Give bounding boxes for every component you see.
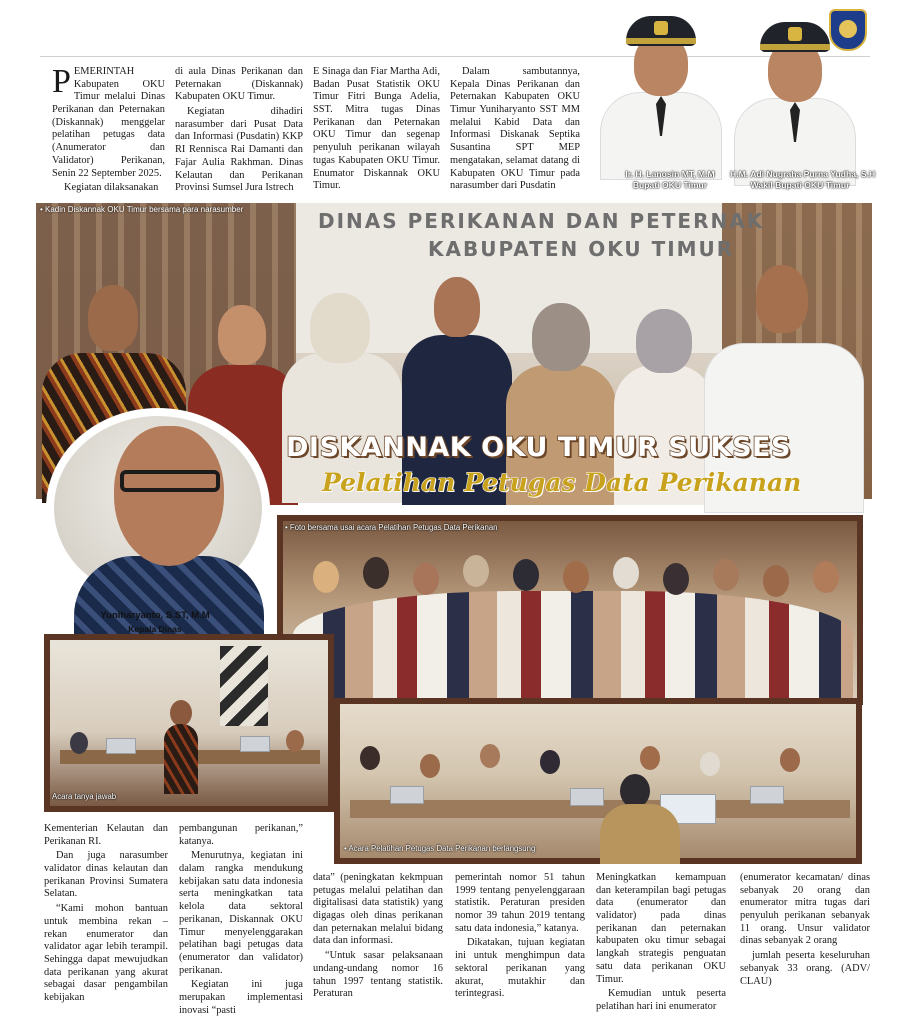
intro-column-2 — [175, 66, 303, 197]
body-paragraph: Menurutnya, kegiatan ini dalam rangka mendukung kebijakan satu data indonesia serta meningkatkan tata kelola data sektoral perikanan, Diskannak OKU Timur menyelenggarakan pelatihan bagi petugas data (enumerator dan validator) perikanan. — [179, 850, 303, 976]
intro-column-4 — [450, 66, 580, 195]
body-paragraph: pembangunan perikanan,” katanya. — [179, 823, 303, 847]
body-paragraph: (enumerator kecamatan/ dinas sebanyak 20 orang dan enumerator mitra tugas dari penyuluh perikanan sebanyak 11 orang. Unsur validator dinas sebanyak 2 orang — [740, 872, 870, 947]
body-column-2 — [179, 823, 303, 1019]
body-paragraph: “Kami mohon bantuan untuk membina rekan – rekan enumerator dan validator agar lebih terampil. Sehingga dapat mewujudkan data perikanan yang akurat sebagai dasar pengambilan kebijakan — [44, 903, 168, 1003]
group-photo-caption: • Foto bersama usai acara Pelatihan Petugas Data Perikanan — [285, 523, 498, 532]
official-caption-bupati — [616, 169, 724, 190]
intro-paragraph: di aula Dinas Perikanan dan Peternakan (Diskannak) Kabupaten OKU Timur. — [175, 66, 303, 103]
official-caption-wakil — [730, 169, 876, 190]
training-event-photo — [334, 698, 862, 864]
event-caption: • Acara Pelatihan Petugas Data Perikanan berlangsung — [344, 844, 536, 853]
intro-column-3 — [313, 66, 440, 195]
body-paragraph: “Untuk sasar pelaksanaan undang-undang nomor 16 tahun 1997 tentang statistik. Peraturan — [313, 950, 443, 1000]
body-paragraph: pemerintah nomor 51 tahun 1999 tentang penyelenggaraan statistik. Peraturan presiden nomor 39 tahun 2019 tentang satu data indonesia,” katanya. — [455, 872, 585, 934]
kepala-title: Kepala Dinas — [128, 624, 182, 634]
intro-paragraph: E Sinaga dan Fiar Martha Adi, Badan Pusat Statistik OKU Timur Fitri Bunga Adelia, SST. Mitra tugas Dinas Perikanan dan Peternakan OKU Timur dan segenap penyuluh perikanan wilayah tugas Kabupaten OKU Timur. Enumator Diskannak OKU Timur. — [313, 66, 440, 192]
body-column-3 — [313, 872, 443, 1003]
drop-cap: P — [52, 63, 71, 100]
intro-paragraph: Dalam sambutannya, Kepala Dinas Perikanan dan Peternakan Kabupaten OKU Timur Yuniharyanto SST MM melalui Kabid Data dan Informasi Diskanak Septika Susantina SPT MEP mengatakan, selamat datang di Kabupaten OKU Timur pada narasumber dari Pusdatin — [450, 66, 580, 192]
body-column-5 — [596, 872, 726, 1016]
body-paragraph: data” (peningkatan kekmpuan petugas melalui pelatihan dan digitalisasi data statistik) yang digagas oleh dinas perikanan dan peternakan melalui bidang data dan informasi. — [313, 872, 443, 947]
qa-session-photo — [44, 634, 334, 812]
body-paragraph: Dikatakan, tujuan kegiatan ini untuk menghimpun data sektoral perikanan yang akurat, mutakhir dan terintegrasi. — [455, 937, 585, 1000]
kepala-dinas-portrait — [46, 408, 270, 608]
body-paragraph: Kementerian Kelautan dan Perikanan RI. — [44, 823, 168, 847]
group-photo — [277, 515, 863, 705]
official-title: Wakil Bupati OKU Timur — [750, 179, 850, 190]
body-paragraph: jumlah peserta keseluruhan sebanyak 33 orang. (ADV/ CLAU) — [740, 950, 870, 987]
body-paragraph: Kemudian untuk peserta pelatihan hari ini enumerator — [596, 988, 726, 1012]
official-name: H.M. Adi Nugraha Purna Yudha, S.H — [730, 169, 876, 179]
kepala-name: Yuniharyanto, S.ST, M.M — [100, 610, 210, 621]
oku-timur-emblem-icon — [829, 9, 867, 51]
intro-paragraph: Kegiatan dihadiri narasumber dari Pusat Data dan Informasi (Pusdatin) KKP RI Rennisca Rai Damanti dan Fajar Aulia Rakhman. Dinas Kelautan dan Perikanan Provinsi Sumsel Jura Istrech — [175, 106, 303, 194]
official-portrait-bupati — [596, 8, 726, 148]
body-paragraph: Meningkatkan kemampuan dan keterampilan bagi petugas data (enumerator dan validator) pada dinas perikanan dan peternakan kabupaten oku timur sebagai langkah strategis penguatan satu data perikanan OKU Timur. — [596, 872, 726, 985]
body-column-6 — [740, 872, 870, 990]
official-title: Bupati OKU Timur — [632, 179, 708, 190]
office-sign: DINAS PERIKANAN DAN PETERNAK KABUPATEN OKU TIMUR — [318, 209, 765, 261]
body-column-4 — [455, 872, 585, 1003]
hero-caption: • Kadin Diskannak OKU Timur bersama para narasumber — [40, 205, 244, 214]
intro-column-1 — [52, 63, 165, 197]
headline-subtitle: Pelatihan Petugas Data Perikanan — [322, 468, 802, 497]
headline-title: DISKANNAK OKU TIMUR SUKSES — [286, 432, 791, 463]
qa-caption: Acara tanya jawab — [52, 792, 117, 801]
official-name: Ir. H. Lanosin MT, M.M — [625, 169, 715, 179]
body-paragraph: Kegiatan ini juga merupakan implementasi inovasi “pasti — [179, 979, 303, 1016]
body-paragraph: Dan juga narasumber validator dinas kelautan dan perikanan Provinsi Sumatera Selatan. — [44, 850, 168, 900]
intro-paragraph: Kegiatan dilaksanakan — [64, 182, 159, 194]
intro-lead-text: EMERINTAH Kabupaten OKU Timur melalui Dinas Perikanan dan Peternakan (Diskannak) menggelar pelatihan petugas data (Anumerator dan Validator) Perikanan, Senin 22 September 2025. — [52, 66, 165, 179]
body-column-1 — [44, 823, 168, 1007]
